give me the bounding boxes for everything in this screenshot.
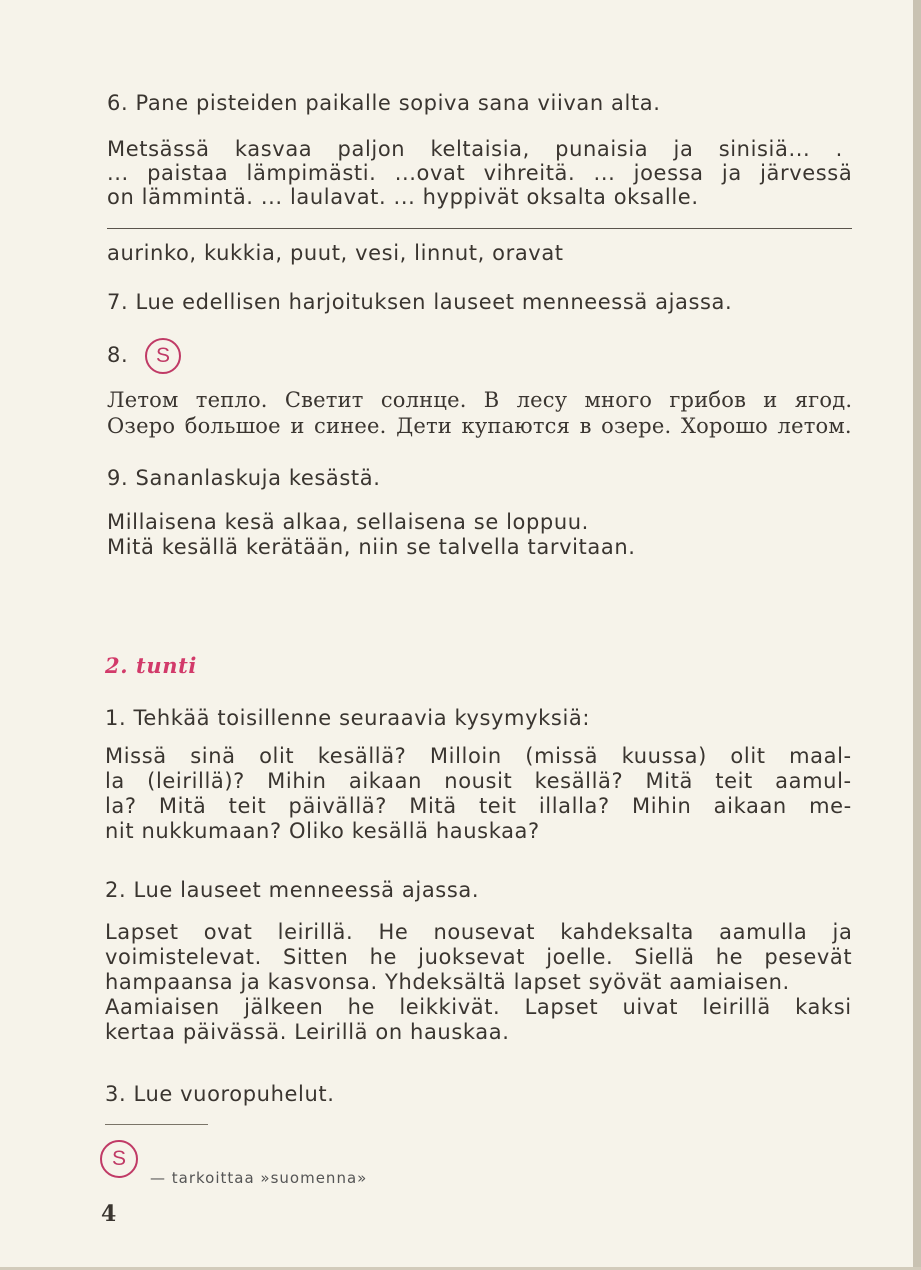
- footnote-rule: [105, 1124, 208, 1125]
- divider-rule: [107, 228, 852, 229]
- lesson2-exercise-2-line-1: Lapset ovat leirillä. He nousevat kahdeksalta aamulla ja: [105, 920, 853, 944]
- lesson2-exercise-1-line-1: Missä sinä olit kesällä? Milloin (missä kuussa) olit maal-: [105, 744, 852, 768]
- lesson2-exercise-2-line-3: hampaansa ja kasvonsa. Yhdeksältä lapset syövät aamiaisen.: [105, 970, 790, 994]
- exercise-8-number: 8.: [107, 343, 129, 367]
- exercise-6-word-list: aurinko, kukkia, puut, vesi, linnut, oravat: [107, 241, 564, 265]
- lesson2-exercise-3-heading: 3. Lue vuoropuhelut.: [105, 1082, 335, 1106]
- page-edge-right: [913, 0, 921, 1270]
- lesson2-exercise-2-line-4: Aamiaisen jälkeen he leikkivät. Lapset uivat leirillä kaksi: [105, 995, 852, 1019]
- footnote-text: — tarkoittaa »suomenna»: [150, 1169, 368, 1187]
- lesson2-exercise-2-heading: 2. Lue lauseet menneessä ajassa.: [105, 878, 480, 902]
- page-number: 4: [101, 1201, 117, 1227]
- lesson2-exercise-2-line-2: voimistelevat. Sitten he juoksevat joelle. Siellä he pesevät: [105, 945, 853, 969]
- lesson2-exercise-2-line-5: kertaa päivässä. Leirillä on hauskaa.: [105, 1020, 510, 1044]
- lesson2-exercise-1-line-2: la (leirillä)? Mihin aikaan nousit kesällä? Mitä teit aamul-: [105, 769, 852, 793]
- lesson-title: 2. tunti: [105, 653, 197, 678]
- proverb-1: Millaisena kesä alkaa, sellaisena se loppuu.: [107, 510, 589, 534]
- lesson2-exercise-1-line-4: nit nukkumaan? Oliko kesällä hauskaa?: [105, 819, 540, 843]
- translate-badge-icon: S: [145, 338, 181, 374]
- exercise-9-heading: 9. Sananlaskuja kesästä.: [107, 466, 381, 490]
- exercise-8-russian-line-1: Летом тепло. Светит солнце. В лесу много грибов и ягод.: [107, 388, 853, 412]
- exercise-8-russian-line-2: Озеро большое и синее. Дети купаются в озере. Хорошо летом.: [107, 414, 852, 438]
- lesson2-exercise-1-heading: 1. Tehkää toisillenne seuraavia kysymyksiä:: [105, 706, 591, 730]
- exercise-6-heading: 6. Pane pisteiden paikalle sopiva sana viivan alta.: [107, 91, 661, 115]
- lesson2-exercise-1-line-3: la? Mitä teit päivällä? Mitä teit illalla? Mihin aikaan me-: [105, 794, 852, 818]
- footnote-translate-badge-icon: S: [100, 1140, 138, 1178]
- exercise-7-heading: 7. Lue edellisen harjoituksen lauseet menneessä ajassa.: [107, 290, 733, 314]
- exercise-6-line-3: on lämmintä. ... laulavat. ... hyppivät oksalta oksalle.: [107, 185, 699, 209]
- exercise-6-line-1: Metsässä kasvaa paljon keltaisia, punaisia ja sinisiä... .: [107, 137, 843, 161]
- exercise-6-line-2: ... paistaa lämpimästi. ...ovat vihreitä. ... joessa ja järvessä: [107, 161, 853, 185]
- proverb-2: Mitä kesällä kerätään, niin se talvella tarvitaan.: [107, 535, 636, 559]
